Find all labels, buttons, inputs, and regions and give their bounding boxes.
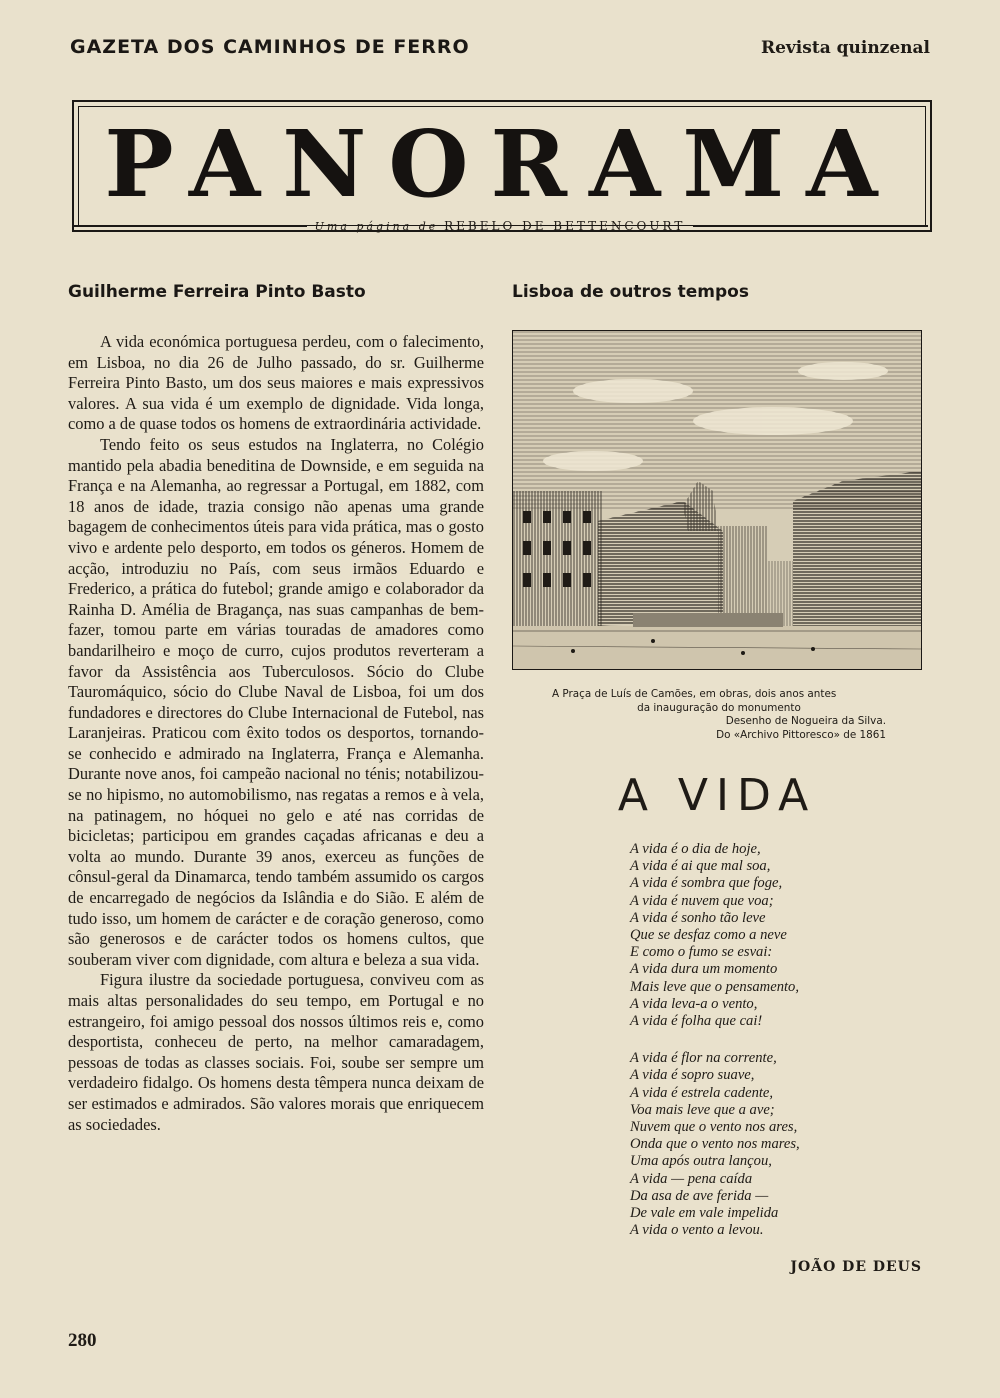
article-paragraph-2: Tendo feito os seus estudos na Inglaterra, no Colégio mantido pela abadia beneditina de Downside, e em seguida na França e na Alemanha, ao regressar a Portugal, em 1882, com 18 anos de idade, trazia consigo não apenas uma grande bagagem de conhecimentos úteis para vida prática, mas o gosto vivo e ardente pelo desporto, em todos os géneros. Homem de acção, introduziu no País, com seus irmãos Eduardo e Frederico, a prática do futebol; grande amigo e colaborador da Rainha D. Amélia de Bragança, nas suas campanhas de bem-fazer, tomou parte em várias touradas de amadores como bandarilheiro e moço de curro, cujos produtos reverteram a favor da Assistência aos Tuberculosos. Sócio do Clube Tauromáquico, sócio do Clube Naval de Lisboa, foi um dos fundadores e directores do Clube Internacional de Futebol, nas Laranjeiras. Praticou com êxito todos os desportos, tornando-se conhecido e admirado na Inglaterra, França e Alemanha. Durante nove anos, foi campeão nacional no ténis; notabilizou-se no hipismo, no automobilismo, nas regatas a remos e à vela, na patinagem, no hóquei no gelo e até nas corridas de bicicletas; participou em grandes caçadas africanas e deu a volta ao mundo. Durante 39 anos, exerceu as funções de cônsul-geral da Dinamarca, tendo também assumido os cargos de encarregado de negócios da Islândia e do Sião. E além de tudo isso, um homem de carácter e de coração generoso, como são generosos e de carácter todos os homens cultos, que souberam viver com dignidade, com altura e beleza a sua vida. xyxy=(68,434,485,969)
banner-title: PANORAMA xyxy=(104,110,900,218)
verse: Voa mais leve que a ave; xyxy=(630,1101,775,1118)
page-number: 280 xyxy=(68,1330,97,1351)
caption-line-2: da inauguração do monumento xyxy=(637,701,801,714)
verse: A vida é sopro suave, xyxy=(630,1067,755,1084)
caption-line-3: Desenho de Nogueira da Silva. xyxy=(725,715,886,727)
verse: Da asa de ave ferida — xyxy=(630,1187,769,1204)
byline-prefix: Uma página de xyxy=(314,220,439,233)
byline-rule-right xyxy=(693,225,928,227)
byline-row xyxy=(72,216,928,236)
verse: Mais leve que o pensamento, xyxy=(630,978,799,995)
article-paragraph-3: Figura ilustre da sociedade portuguesa, conviveu com as mais altas personalidades do seu tempo, em Portugal e no estrangeiro, foi amigo pessoal dos nossos últimos reis e, como desportista, conheceu de perto, na melhor camaradagem, pessoas de todas as classes sociais. Foi, soube ser sempre um verdadeiro fidalgo. Os homens desta têmpera nunca deixam de ser estimados e admirados. São valores morais que enriquecem as sociedades. xyxy=(68,970,484,1134)
verse: Nuvem que o vento nos ares, xyxy=(630,1119,798,1136)
poem-author: JOÃO DE DEUS xyxy=(790,1259,922,1276)
verse: A vida leva-a o vento, xyxy=(630,995,758,1012)
verse: A vida é sombra que foge, xyxy=(630,875,783,892)
verse: A vida é nuvem que voa; xyxy=(630,892,774,909)
article-heading: Guilherme Ferreira Pinto Basto xyxy=(68,282,366,302)
column-right xyxy=(512,282,922,1275)
verse: A vida dura um momento xyxy=(630,961,778,978)
poem-title: A VIDA xyxy=(617,770,817,821)
section-heading: Lisboa de outros tempos xyxy=(512,282,749,302)
verse: Que se desfaz como a neve xyxy=(630,927,787,944)
verse: A vida — pena caída xyxy=(630,1170,753,1187)
journal-name: GAZETA DOS CAMINHOS DE FERRO xyxy=(70,36,470,58)
verse: A vida é sonho tão leve xyxy=(630,909,766,926)
engraving-caption xyxy=(512,688,922,742)
verse: A vida é o dia de hoje, xyxy=(630,841,761,857)
verse: A vida é estrela cadente, xyxy=(630,1084,774,1101)
running-head xyxy=(70,36,930,64)
verse: De vale em vale impelida xyxy=(630,1205,779,1222)
article-paragraph-1: A vida económica portuguesa perdeu, com o falecimento, em Lisboa, no dia 26 de Julho passado, do sr. Guilherme Ferreira Pinto Basto, um dos seus maiores e mais expressivos valores. A sua vida é um exemplo de dignidade. Vida longa, como a de quase todos os homens de extraordinária actividade. xyxy=(68,332,484,434)
caption-line-1: A Praça de Luís de Camões, em obras, dois anos antes xyxy=(552,688,837,700)
verse: A vida é folha que cai! xyxy=(630,1013,763,1030)
caption-line-4: Do «Archivo Pittoresco» de 1861 xyxy=(716,728,886,741)
byline-rule-left xyxy=(72,225,307,227)
verse: A vida é ai que mal soa, xyxy=(630,858,771,875)
byline-author: REBELO DE BETTENCOURT xyxy=(444,219,686,233)
verse: E como o fumo se esvai: xyxy=(630,944,773,961)
poem-stanza-1 xyxy=(630,841,922,1030)
engraving-illustration xyxy=(512,330,922,670)
poem-stanza-2 xyxy=(630,1050,922,1239)
panorama-banner xyxy=(72,100,932,232)
poem xyxy=(512,841,922,1239)
article-obituary xyxy=(68,282,484,1135)
verse: Uma após outra lançou, xyxy=(630,1153,772,1170)
verse: Onda que o vento nos mares, xyxy=(630,1136,800,1153)
journal-kind: Revista quinzenal xyxy=(760,38,930,58)
verse: A vida é flor na corrente, xyxy=(630,1050,777,1067)
verse: A vida o vento a levou. xyxy=(630,1222,764,1239)
byline xyxy=(307,219,694,233)
